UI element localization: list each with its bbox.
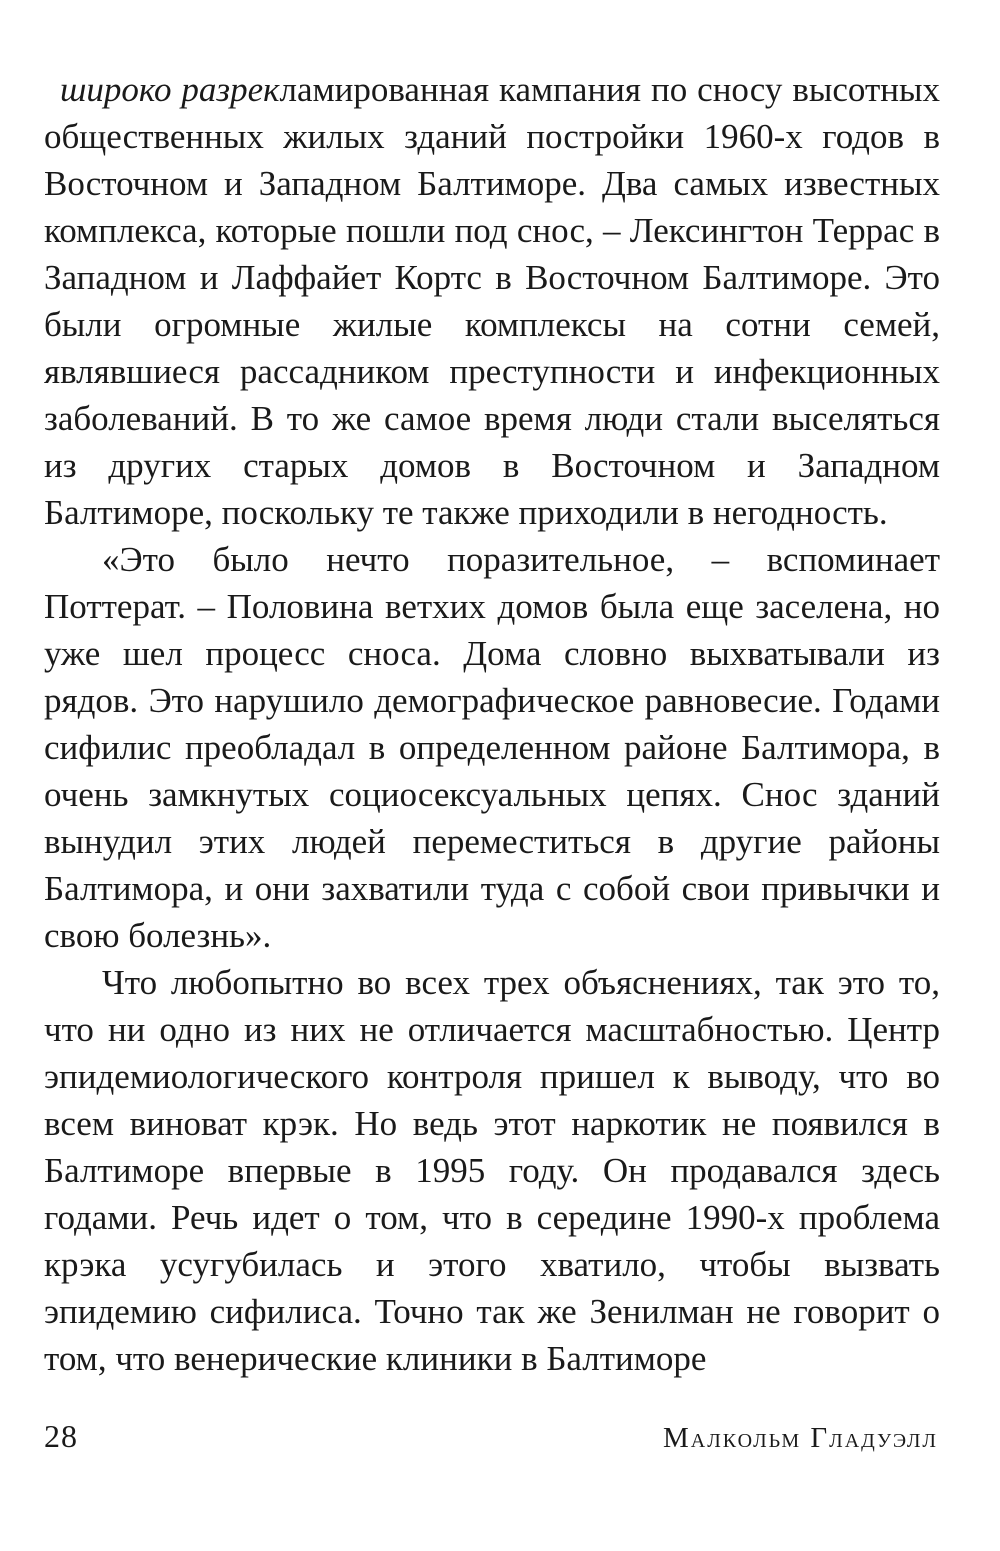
paragraph-2	[44, 536, 940, 959]
paragraph-text: «Это было нечто поразительное, – вспоминает Поттерат. – Половина ветхих домов была еще заселена, но уже шел процесс сноса. Дома словно выхватывали из рядов. Это нарушило демографическое равновесие. Годами сифилис преобладал в определенном районе Балтимора, в очень замкнутых социосексуальных цепях. Снос зданий вынудил этих людей переместиться в другие районы Балтимора, и они захватили туда с собой свои привычки и свою болезнь».	[44, 540, 940, 955]
page-number: 28	[44, 1418, 78, 1454]
page-body	[44, 66, 940, 1382]
paragraph-1	[44, 66, 940, 536]
running-header-author: Малкольм Гладуэлл	[663, 1422, 938, 1454]
page-footer	[44, 1418, 938, 1455]
paragraph-text: ламированная кампания по сносу высотных общественных жилых зданий постройки 1960-х годов в Восточном и Западном Балтиморе. Два самых известных комплекса, которые пошли под снос, – Лексингтон Террас в Западном и Лаффайет Кортс в Восточном Балтиморе. Это были огромные жилые комплексы на сотни семей, являвшиеся рассадником преступности и инфекционных заболеваний. В то же самое время люди стали выселяться из других старых домов в Восточном и Западном Балтиморе, поскольку те также приходили в негодность.	[44, 70, 940, 532]
paragraph-3	[44, 959, 940, 1382]
italic-lead-text: широко разрек	[60, 70, 280, 109]
paragraph-text: Что любопытно во всех трех объяснениях, так это то, что ни одно из них не отличается масштабностью. Центр эпидемиологического контроля пришел к выводу, что во всем виноват крэк. Но ведь этот наркотик не появился в Балтиморе впервые в 1995 году. Он продавался здесь годами. Речь идет о том, что в середине 1990-х проблема крэка усугубилась и этого хватило, чтобы вызвать эпидемию сифилиса. Точно так же Зенилман не говорит о том, что венерические клиники в Балтиморе	[44, 963, 940, 1378]
